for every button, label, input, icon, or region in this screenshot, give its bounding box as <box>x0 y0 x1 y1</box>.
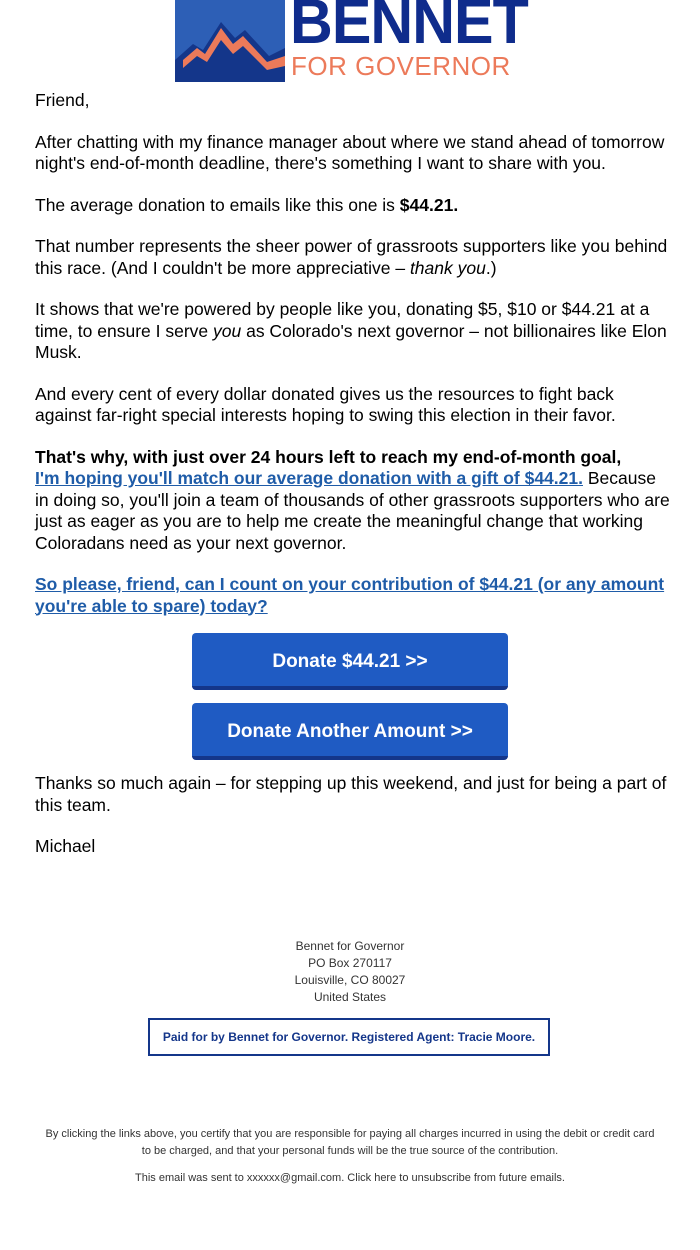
legal-disclaimer: By clicking the links above, you certify that you are responsible for paying all charges incurred in using the debit or credit card to be charged, and that your personal funds will be the true source of the contribution. <box>45 1128 655 1157</box>
paragraph-2-text: The average donation to emails like this one is <box>35 194 400 215</box>
donate-44-button[interactable]: Donate $44.21 >> <box>192 633 508 690</box>
paragraph-8: Thanks so much again – for stepping up this weekend, and just for being a part of this team. <box>35 773 667 815</box>
average-donation-amount: $44.21. <box>399 194 459 215</box>
thank-you-italic: thank you <box>409 257 486 278</box>
logo-wordmark: BENNET <box>290 0 528 57</box>
paragraph-6-bold: That's why, with just over 24 hours left to reach my end-of-month goal, <box>35 446 622 467</box>
email-header <box>0 0 700 84</box>
footer-address <box>0 938 700 1006</box>
footer-country: United States <box>313 990 387 1004</box>
paid-for-disclaimer: Paid for by Bennet for Governor. Registered Agent: Tracie Moore. <box>148 1018 550 1056</box>
signature: Michael <box>35 836 96 856</box>
donate-another-amount-button[interactable]: Donate Another Amount >> <box>192 703 508 760</box>
paragraph-4 <box>35 299 670 364</box>
logo-subtitle: FOR GOVERNOR <box>291 51 511 81</box>
paragraph-5: And every cent of every dollar donated gives us the resources to fight back against far-right special interests hoping to swing this election in their favor. <box>35 383 616 425</box>
paragraph-2 <box>35 195 670 217</box>
paragraph-6-rest: Because in doing so, you'll join a team of thousands of other grassroots supporters who are just as eager as you are to help me create the meaningful change that working Coloradans need as your next governor. <box>35 468 670 553</box>
donate-buttons <box>35 633 670 760</box>
paragraph-6 <box>35 447 670 555</box>
paragraph-3-end: .) <box>485 257 497 278</box>
colorado-mountain-logo-icon <box>175 0 285 82</box>
footer-po-box: PO Box 270117 <box>308 956 392 970</box>
paragraph-3 <box>35 236 670 279</box>
match-donation-link[interactable]: I'm hoping you'll match our average donation with a gift of $44.21. <box>35 468 583 488</box>
greeting: Friend, <box>35 90 90 110</box>
paragraph-4-a: It shows that we're powered by people like you, donating $5, $10 or $44.21 at a time, to ensure I serve <box>35 299 650 341</box>
paragraph-1: After chatting with my finance manager about where we stand ahead of tomorrow night's end-of-month deadline, there's something I want to share with you. <box>35 131 665 173</box>
contribution-link[interactable]: So please, friend, can I count on your contribution of $44.21 (or any amount you're able to spare) today? <box>35 574 665 616</box>
paragraph-4-b: as Colorado's next governor – not billionaires like Elon Musk. <box>35 320 667 362</box>
footer-city: Louisville, CO 80027 <box>294 973 406 987</box>
unsubscribe-notice[interactable]: This email was sent to xxxxxx@gmail.com. Click here to unsubscribe from future emails. <box>135 1172 565 1184</box>
paragraph-3-text: That number represents the sheer power of grassroots supporters like you behind this race. (And I couldn't be more appreciative – <box>35 236 668 278</box>
email-body <box>35 90 670 878</box>
you-italic: you <box>213 320 242 341</box>
paragraph-7 <box>35 574 670 617</box>
footer-org: Bennet for Governor <box>295 939 405 953</box>
